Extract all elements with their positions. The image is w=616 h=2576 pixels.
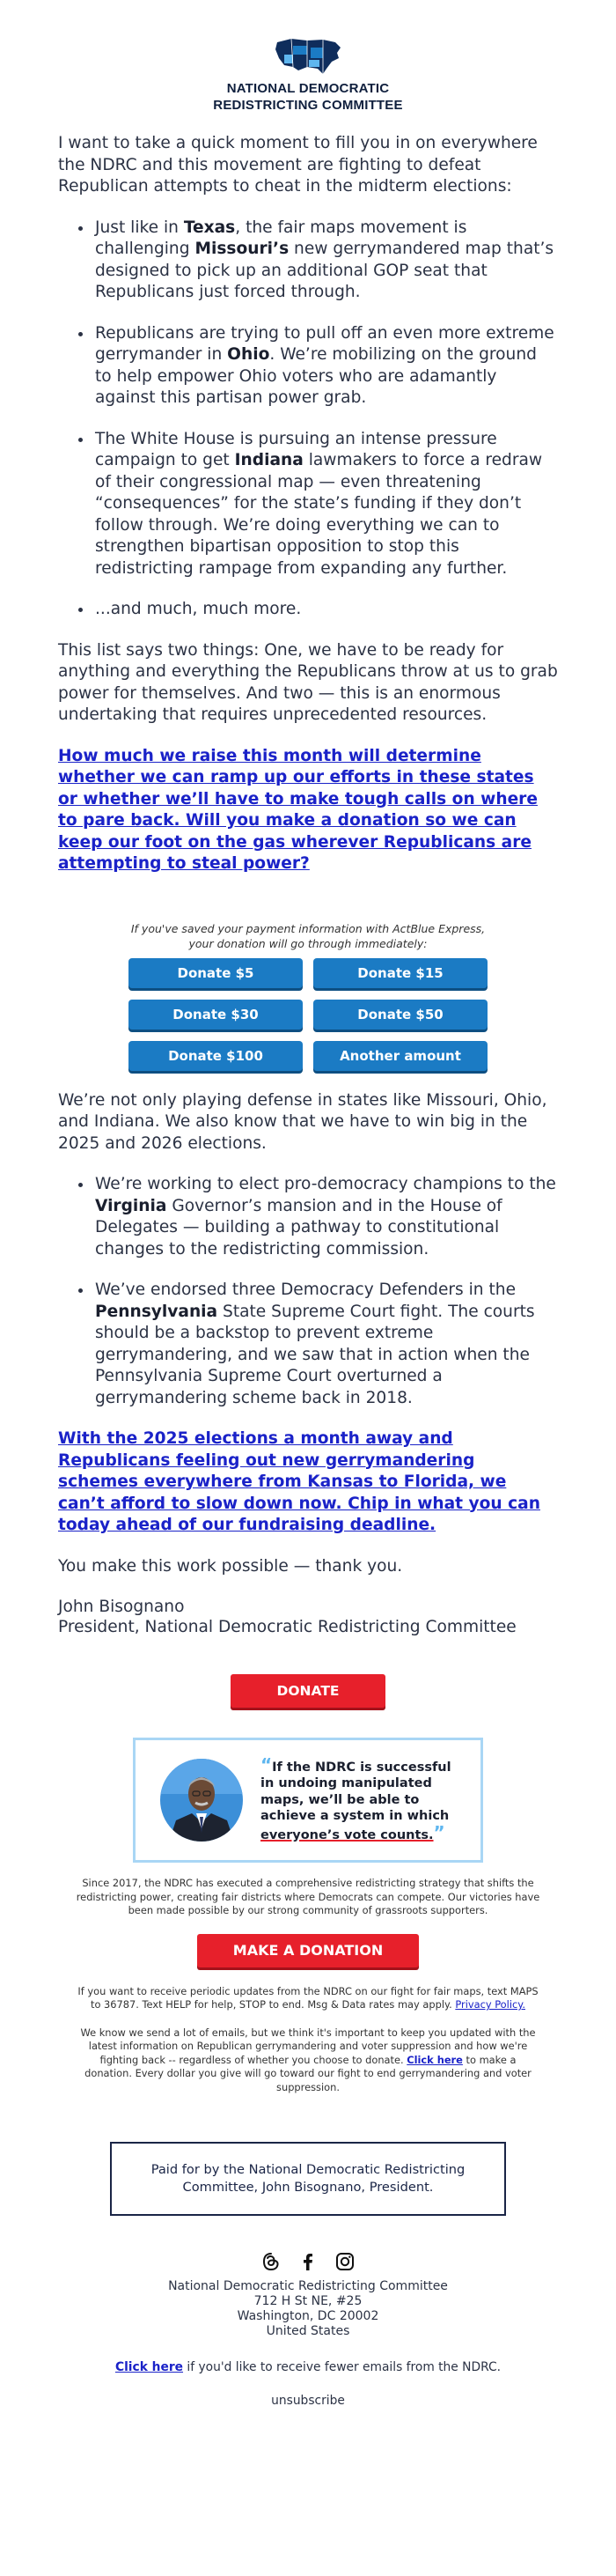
privacy-policy-link[interactable]: Privacy Policy. bbox=[455, 1998, 525, 2011]
state-list bbox=[93, 218, 558, 621]
fewer-emails-line: Click here if you'd like to receive fewer emails from the NDRC. bbox=[114, 2360, 502, 2374]
list-item: • We’re working to elect pro-democracy champions to the Virginia Governor’s mansion and in the House of Delegates — building a pathway to constitutional changes to the redistricting commission. bbox=[93, 1174, 558, 1260]
social-links bbox=[0, 2251, 616, 2272]
about-ndrc: Since 2017, the NDRC has executed a comprehensive redistricting strategy that shifts the redistricting power, creating fair districts where Democrats can compete. Our victories have been made possible by our strong community of grassroots supporters. bbox=[76, 1877, 540, 1916]
donate-button[interactable]: DONATE bbox=[231, 1674, 385, 1708]
email-body bbox=[58, 133, 558, 1637]
donate-30-button[interactable]: Donate $30 bbox=[128, 1000, 303, 1030]
list-item: • We’ve endorsed three Democracy Defenders in the Pennsylvania State Supreme Court fight. The courts should be a backstop to prevent extreme gerrymandering, and we saw that in action when the Pennsylvania Supreme Court overturned a gerrymandering scheme back in 2018. bbox=[93, 1280, 558, 1409]
list-item: • The White House is pursuing an intense pressure campaign to get Indiana lawmakers to force a redraw of their congressional map — even threatening “consequences” for the state’s funding if they don’t follow through. We’re doing everything we can to strengthen bipartisan opposition to stop this redistricting rampage from expanding any further. bbox=[93, 429, 558, 580]
sms-disclaimer: If you want to receive periodic updates from the NDRC on our fight for fair maps, text MAPS to 36787. Text HELP for help, STOP to end. Msg & Data rates may apply. Privacy Policy. bbox=[77, 1984, 539, 2011]
actblue-note: If you've saved your payment information with ActBlue Express, your donation will go through immediately: bbox=[130, 921, 486, 950]
email-header bbox=[0, 0, 616, 114]
speaker-portrait bbox=[160, 1759, 243, 1842]
instagram-icon[interactable] bbox=[334, 2251, 356, 2272]
donate-module bbox=[58, 921, 558, 1071]
paid-for-box: Paid for by the National Democratic Redistricting Committee, John Bisognano, President. bbox=[110, 2142, 506, 2216]
fewer-emails-link[interactable]: Click here bbox=[114, 2360, 184, 2374]
list-item: • Republicans are trying to pull off an even more extreme gerrymander in Ohio. We’re mobilizing on the ground to help empower Ohio voters who are adamantly against this partisan power grab. bbox=[93, 323, 558, 410]
us-map-logo-icon bbox=[272, 35, 344, 76]
org-name: NATIONAL DEMOCRATIC REDISTRICTING COMMITTEE bbox=[213, 81, 403, 113]
click-here-donate-link[interactable]: Click here bbox=[407, 2053, 463, 2066]
donate-other-amount-button[interactable]: Another amount bbox=[313, 1041, 488, 1071]
make-donation-button[interactable]: MAKE A DONATION bbox=[197, 1934, 419, 1967]
donate-100-button[interactable]: Donate $100 bbox=[128, 1041, 303, 1071]
quote-text: “If the NDRC is successful in undoing manipulated maps, we’ll be able to achieve a system in which everyone’s vote counts.” bbox=[260, 1753, 451, 1843]
email-frequency-note: We know we send a lot of emails, but we think it's important to keep you updated with the latest information on Republican gerrymandering and voter suppression and how we're fighting back -- regardless of whether you choose to donate. Click here to make a donation. Every dollar you give will go toward our fight to end gerrymandering and voter suppression. bbox=[80, 2026, 536, 2093]
threads-icon[interactable] bbox=[260, 2251, 282, 2272]
donate-15-button[interactable]: Donate $15 bbox=[313, 958, 488, 988]
donate-50-button[interactable]: Donate $50 bbox=[313, 1000, 488, 1030]
signature-name: John Bisognano bbox=[58, 1598, 185, 1616]
chip-in-cta-link[interactable]: With the 2025 elections a month away and Republicans feeling out new gerrymandering schemes everywhere from Kansas to Florida, we can’t afford to slow down now. Chip in what you can today ahead of our fundraising deadline. bbox=[58, 1429, 540, 1534]
unsubscribe-link[interactable]: unsubscribe bbox=[271, 2394, 345, 2408]
facebook-icon[interactable] bbox=[297, 2251, 319, 2272]
election-list bbox=[93, 1174, 558, 1409]
donate-cta-link[interactable]: How much we raise this month will determine whether we can ramp up our efforts in these states or whether we’ll have to make tough calls on where to pare back. Will you make a donation so we can keep our foot on the gas wherever Republicans are attempting to steal power? bbox=[58, 746, 538, 873]
intro-paragraph: I want to take a quick moment to fill you in on everywhere the NDRC and this movement are fighting to defeat Republican attempts to cheat in the midterm elections: bbox=[58, 134, 538, 196]
donate-button-grid bbox=[58, 958, 558, 1071]
signature-title: President, National Democratic Redistricting Committee bbox=[58, 1618, 517, 1636]
body-paragraph: This list says two things: One, we have to be ready for anything and everything the Republicans throw at us to grab power for themselves. And two — this is an enormous undertaking that requires unprecedented resources. bbox=[58, 640, 558, 724]
thanks-paragraph: You make this work possible — thank you. bbox=[58, 1556, 403, 1576]
list-item: • Just like in Texas, the fair maps movement is challenging Missouri’s new gerrymandered map that’s designed to pick up an additional GOP seat that Republicans just forced through. bbox=[93, 218, 558, 304]
quote-card bbox=[133, 1738, 483, 1863]
list-item: • ...and much, much more. bbox=[93, 599, 558, 621]
signature bbox=[58, 1597, 558, 1637]
mailing-address: National Democratic Redistricting Committee 712 H St NE, #25 Washington, DC 20002 United States bbox=[168, 2279, 448, 2338]
body-paragraph: We’re not only playing defense in states like Missouri, Ohio, and Indiana. We also know that we have to win big in the 2025 and 2026 elections. bbox=[58, 1090, 547, 1153]
donate-5-button[interactable]: Donate $5 bbox=[128, 958, 303, 988]
